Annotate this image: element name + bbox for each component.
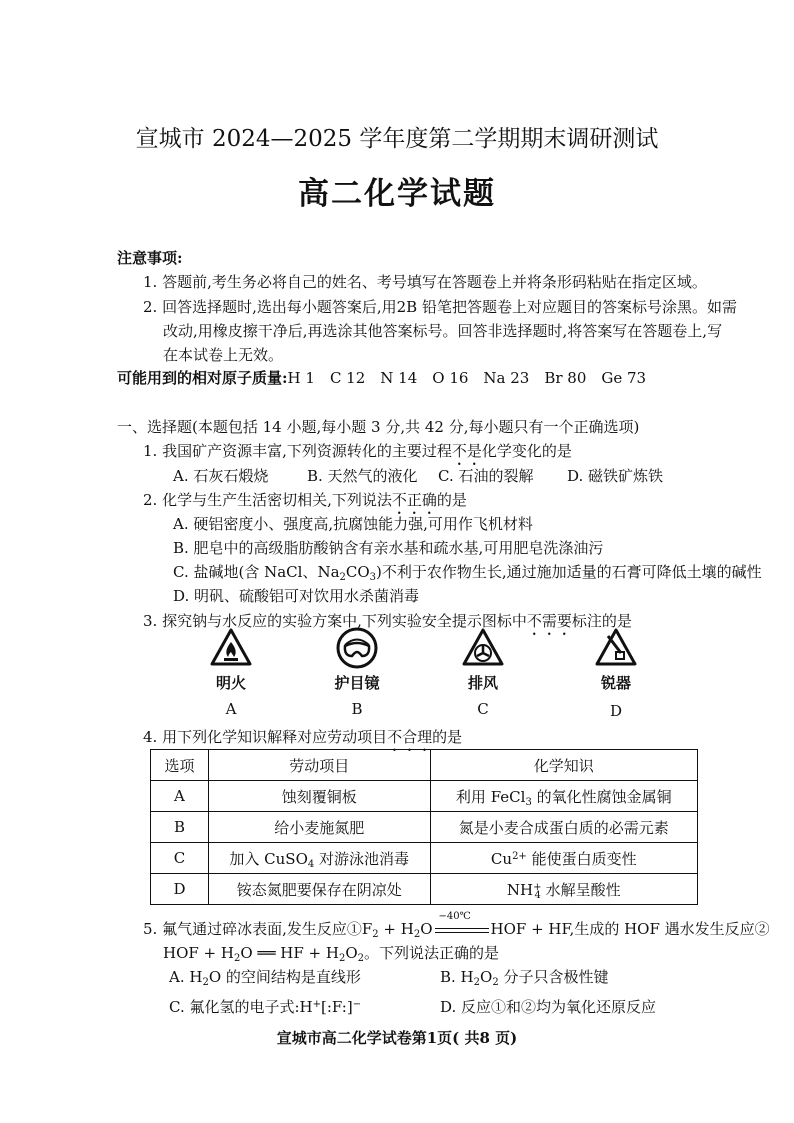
icon-letter-b: B xyxy=(351,700,363,718)
q5-a-b: O 的空间结构是直线形 xyxy=(208,968,361,986)
row-c-k-sup: 2+ xyxy=(512,850,527,862)
q2-stem-emphasis: 不正确 xyxy=(391,491,437,509)
sharp-object-icon xyxy=(594,626,638,670)
q2-c-part-a: C. 盐碱地(含 NaCl、Na xyxy=(173,563,340,581)
table-header-row xyxy=(151,750,698,781)
q5-l1-a: 5. 氟气通过碎冰表面,发生反应①F xyxy=(143,920,373,938)
icon-label-d: 锐器 xyxy=(600,674,631,692)
q2-stem-b: 的是 xyxy=(436,491,467,509)
table-cell-labor: 铵态氮肥要保存在阴凉处 xyxy=(208,874,430,905)
q5-a-a: A. H xyxy=(169,968,203,986)
q5-l2-a: HOF + H xyxy=(163,944,234,962)
row-c-labor-sub: 4 xyxy=(307,858,315,870)
q4-stem-emphasis: 不合理 xyxy=(387,728,433,746)
atomic-mass-line xyxy=(117,367,646,388)
q2-option-c xyxy=(173,561,762,582)
notice-item-2-end: 在本试卷上无效。 xyxy=(163,346,284,364)
q1-option-a: A. 石灰石煅烧 xyxy=(173,467,269,485)
q5-option-a xyxy=(169,966,361,987)
notice-item-2: 2. 回答选择题时,选出每小题答案后,用2B 铅笔把答题卷上对应题目的答案标号涂黑。如需 xyxy=(143,298,737,316)
table-cell-option: B xyxy=(151,812,209,843)
notice-item-2-cont: 改动,用橡皮擦干净后,再选涂其他答案标号。回答非选择题时,将答案写在答题卷上,写 xyxy=(163,322,723,340)
q5-b-a: B. H xyxy=(440,968,474,986)
q2-c-sub-1: 2 xyxy=(339,572,346,583)
row-a-k-sub: 3 xyxy=(525,796,532,808)
q2-stem-a: 2. 化学与生产生活密切相关,下列说法 xyxy=(143,491,392,509)
table-row xyxy=(151,812,698,843)
q5-l2-sub1: 2 xyxy=(233,953,241,964)
table-cell-option: C xyxy=(151,843,209,874)
q2-option-a: A. 硬铝密度小、强度高,抗腐蚀能力强,可用作飞机材料 xyxy=(173,515,533,533)
table-cell-knowledge xyxy=(430,874,697,905)
q5-l2-c: O xyxy=(345,944,358,962)
row-d-k-sub: 4 xyxy=(534,889,541,901)
icon-letter-d: D xyxy=(609,702,623,720)
atomic-mass-label: 可能用到的相对原子质量: xyxy=(117,369,288,387)
table-row xyxy=(151,843,698,874)
q5-c-b: [:F:] xyxy=(321,998,353,1016)
subject-title: 高二化学试题 xyxy=(298,176,496,212)
q5-c-sup2: − xyxy=(352,999,362,1010)
row-c-labor-b: 对游泳池消毒 xyxy=(314,849,410,868)
q1-option-c: C. 石油的裂解 xyxy=(438,467,534,485)
table-cell-option: A xyxy=(151,781,209,812)
q3-stem-a: 3. 探究钠与水反应的实验方案中,下列实验安全提示图标中 xyxy=(143,612,527,630)
atomic-mass-values: H 1 C 12 N 14 O 16 Na 23 Br 80 Ge 73 xyxy=(287,369,647,387)
q5-stem-line2 xyxy=(163,942,499,963)
table-cell-labor: 给小麦施氮肥 xyxy=(208,812,430,843)
row-c-k-b: 能使蛋白质变性 xyxy=(526,849,637,868)
q5-option-d: D. 反应①和②均为氧化还原反应 xyxy=(440,998,657,1016)
exam-title: 宣城市 2024—2025 学年度第二学期期末调研测试 xyxy=(135,126,659,152)
table-row xyxy=(151,874,698,905)
table-cell-option: D xyxy=(151,874,209,905)
flame-icon xyxy=(209,626,253,670)
icon-letter-a: A xyxy=(225,700,237,718)
q4-stem-a: 4. 用下列化学知识解释对应劳动项目 xyxy=(143,728,388,746)
q5-stem-line1 xyxy=(143,911,770,940)
goggles-icon xyxy=(335,626,379,670)
fan-icon xyxy=(461,626,505,670)
q5-l1-b: + H xyxy=(378,920,414,938)
q4-stem-b: 的是 xyxy=(432,728,463,746)
icon-label-b: 护目镜 xyxy=(334,674,380,692)
q3-stem-b: 标注的是 xyxy=(571,612,632,630)
q5-l2-d: 。下列说法正确的是 xyxy=(364,944,500,962)
row-a-k-a: 利用 FeCl xyxy=(455,787,526,806)
table-header-knowledge: 化学知识 xyxy=(430,750,697,781)
table-cell-knowledge: 氮是小麦合成蛋白质的必需元素 xyxy=(430,812,697,843)
q3-stem-emphasis: 不需要 xyxy=(526,612,572,630)
row-d-k-a: NH xyxy=(506,880,534,899)
q2-c-part-c: )不利于农作物生长,通过施加适量的石膏可降低土壤的碱性 xyxy=(376,563,762,581)
q5-option-c xyxy=(169,996,361,1017)
row-c-labor-a: 加入 CuSO xyxy=(229,849,308,868)
table-cell-labor xyxy=(208,843,430,874)
q2-option-d: D. 明矾、硫酸铝可对饮用水杀菌消毒 xyxy=(173,587,420,605)
q5-l1-c: O xyxy=(420,920,433,938)
q5-a-sub: 2 xyxy=(202,977,209,988)
q1-option-b: B. 天然气的液化 xyxy=(307,467,418,485)
q1-stem-a: 1. 我国矿产资源丰富,下列资源转化的主要过程 xyxy=(143,442,452,460)
icon-letter-c: C xyxy=(477,700,489,718)
q2-c-sub-2: 3 xyxy=(369,572,377,583)
q5-l1-sub2: 2 xyxy=(413,929,421,940)
q5-c-sup: + xyxy=(312,999,322,1010)
notice-heading: 注意事项: xyxy=(117,249,183,267)
q2-c-part-b: CO xyxy=(345,563,370,581)
reaction-arrow xyxy=(433,911,491,937)
row-d-k-b: 水解呈酸性 xyxy=(540,880,621,899)
notice-item-1: 1. 答题前,考生务必将自己的姓名、考号填写在答题卷上并将条形码粘贴在指定区域。 xyxy=(143,273,707,291)
icon-label-a: 明火 xyxy=(215,674,246,692)
q1-option-d: D. 磁铁矿炼铁 xyxy=(567,467,664,485)
reaction-condition: −40℃ xyxy=(438,911,471,922)
row-a-k-b: 的氧化性腐蚀金属铜 xyxy=(531,787,672,806)
q5-b-c: 分子只含极性键 xyxy=(498,968,609,986)
q5-b-sub1: 2 xyxy=(473,977,481,988)
q1-stem-b: 化学变化的是 xyxy=(481,442,572,460)
page-footer: 宣城市高二化学试卷第1页( 共8 页) xyxy=(276,1029,518,1047)
q5-l1-sub1: 2 xyxy=(372,929,379,940)
table-header-option: 选项 xyxy=(151,750,209,781)
q5-l1-d: HOF + HF,生成的 HOF 遇水发生反应② xyxy=(490,920,770,938)
q5-l2-sub3: 2 xyxy=(357,953,364,964)
q5-c-a: C. 氟化氢的电子式:H xyxy=(169,998,313,1016)
q2-option-b: B. 肥皂中的高级脂肪酸钠含有亲水基和疏水基,可用肥皂洗涤油污 xyxy=(173,539,604,557)
q4-table xyxy=(150,749,698,905)
row-d-k-sup: + xyxy=(533,881,542,893)
icon-label-c: 排风 xyxy=(467,674,498,692)
q5-l2-sub2: 2 xyxy=(338,953,346,964)
q5-b-b: O xyxy=(480,968,493,986)
q5-l2-b: O ══ HF + H xyxy=(240,944,339,962)
table-header-labor: 劳动项目 xyxy=(208,750,430,781)
table-cell-knowledge xyxy=(430,781,697,812)
table-row xyxy=(151,781,698,812)
q5-option-b xyxy=(440,966,608,987)
table-cell-knowledge xyxy=(430,843,697,874)
section-heading: 一、选择题(本题包括 14 小题,每小题 3 分,共 42 分,每小题只有一个正确选项) xyxy=(117,418,640,436)
row-c-k-a: Cu xyxy=(490,849,513,868)
q5-b-sub2: 2 xyxy=(492,977,499,988)
q1-stem-emphasis: 不是 xyxy=(451,442,482,460)
table-cell-labor: 蚀刻覆铜板 xyxy=(208,781,430,812)
